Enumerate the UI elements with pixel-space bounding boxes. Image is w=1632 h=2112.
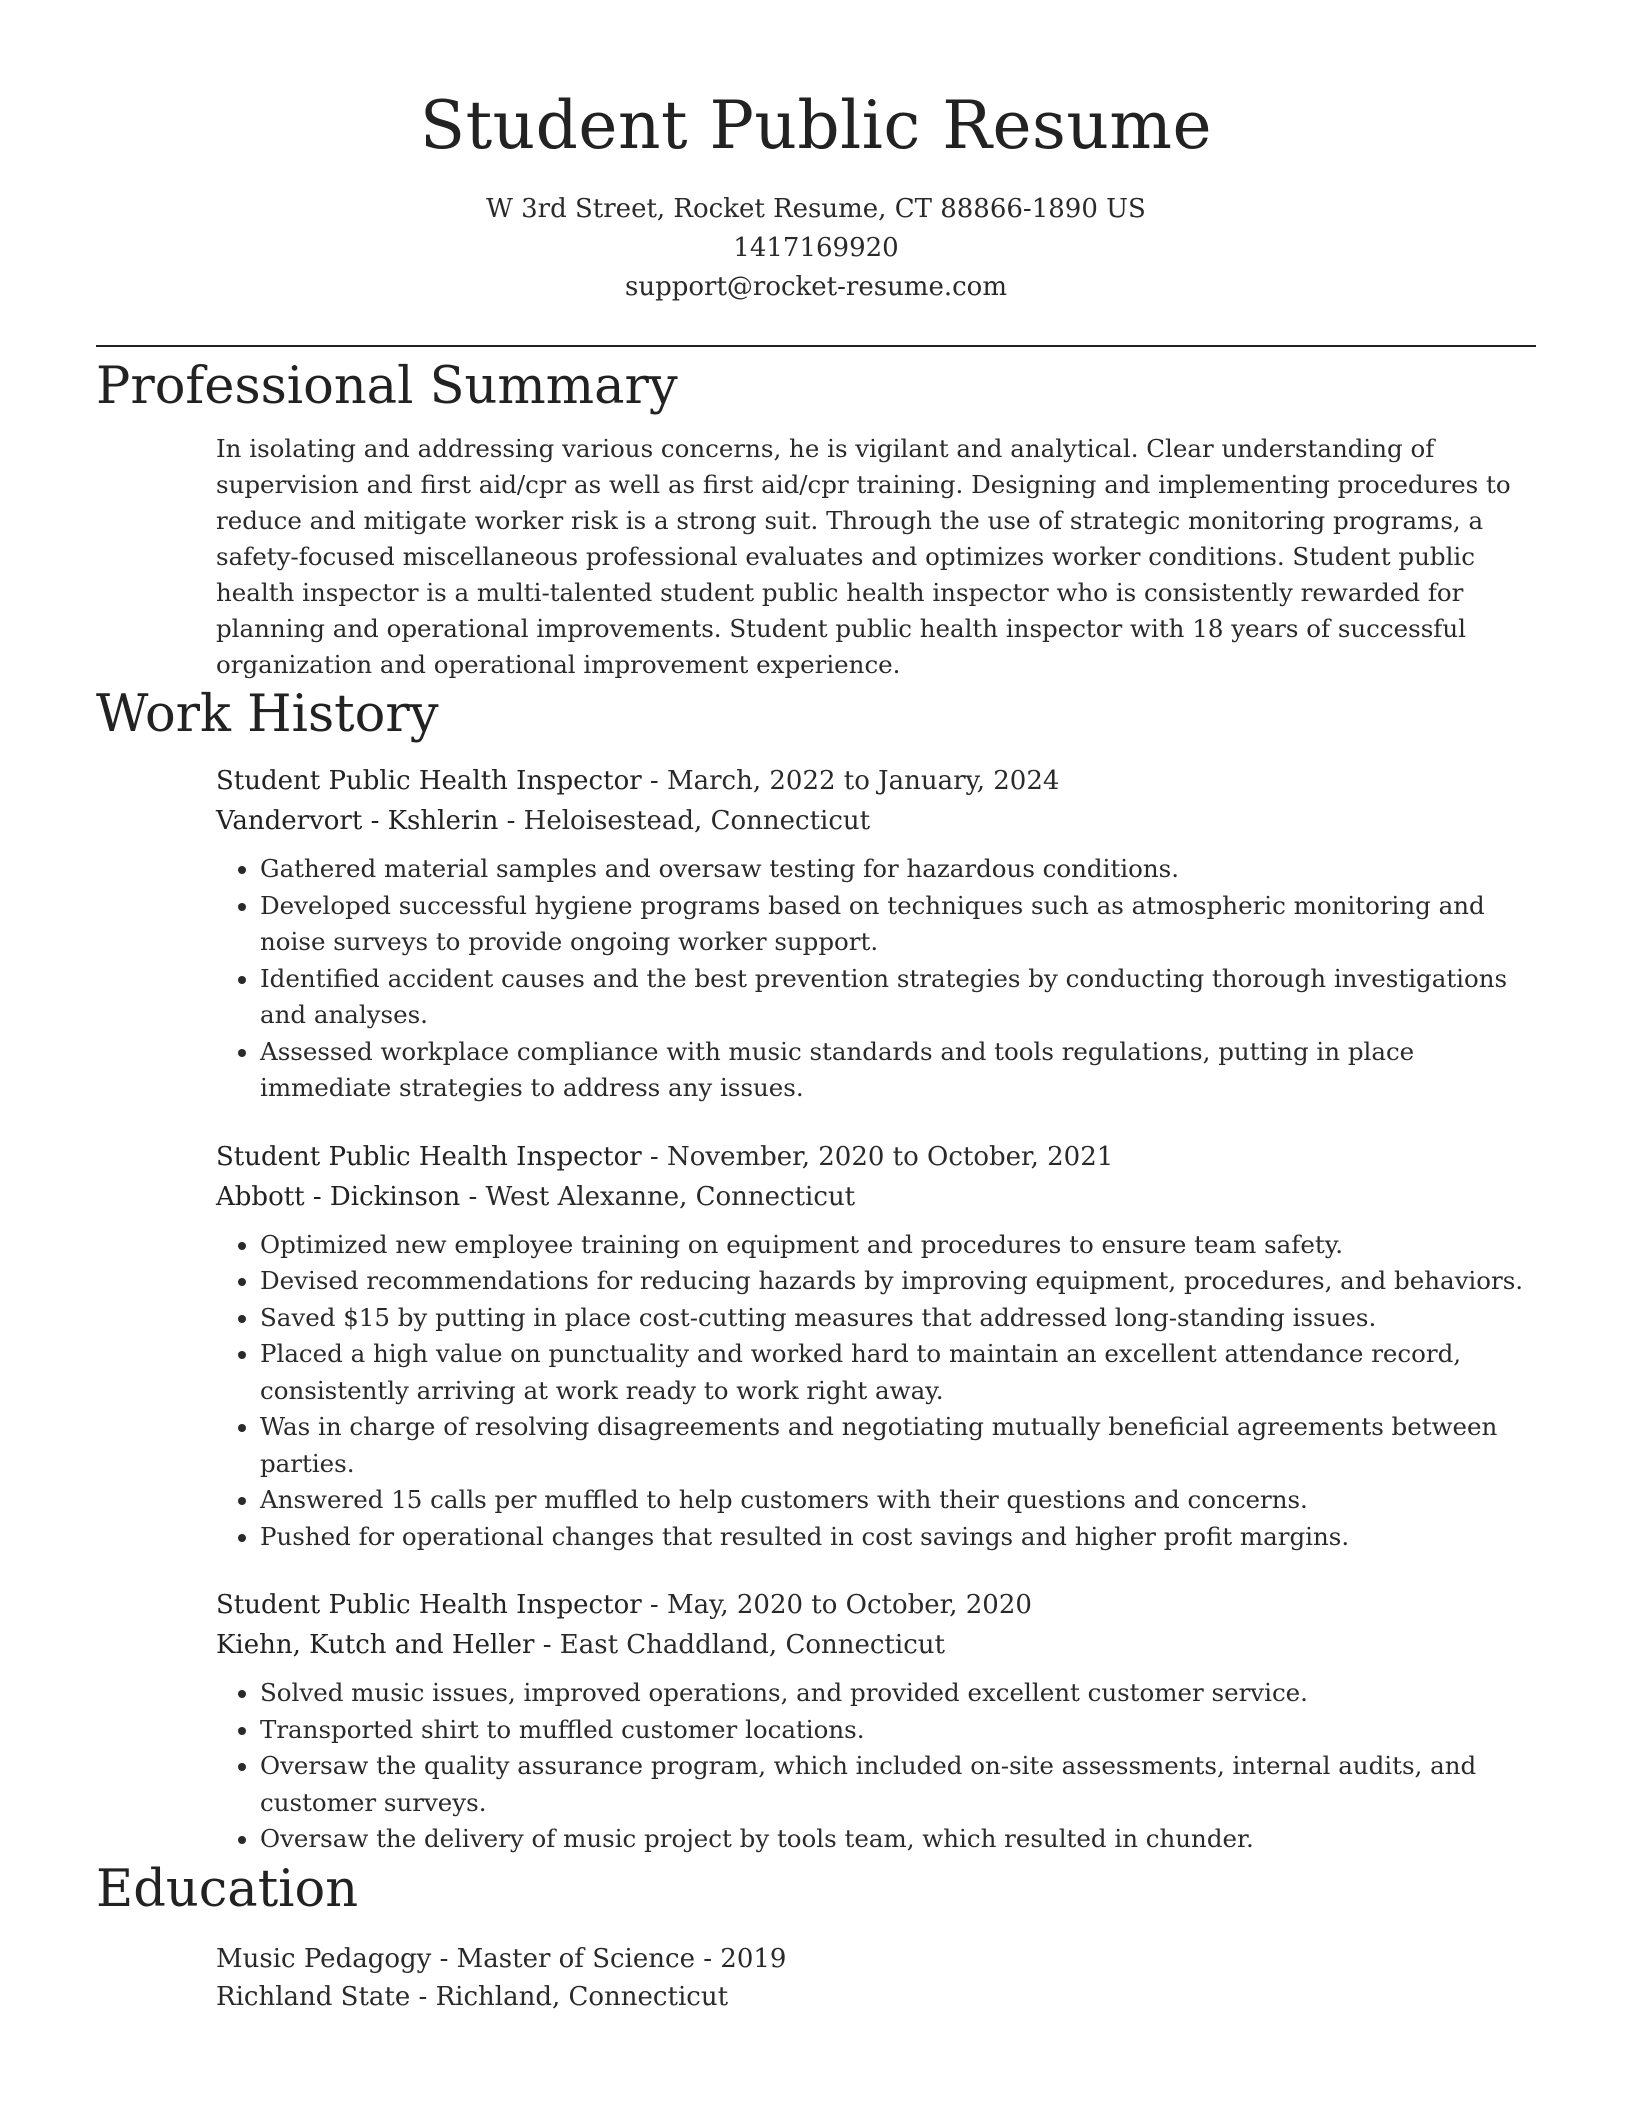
summary-heading: Professional Summary bbox=[96, 357, 678, 416]
job-company-line bbox=[216, 801, 1536, 841]
job-company-line bbox=[216, 1625, 1536, 1665]
job-company: Abbott - Dickinson bbox=[216, 1181, 461, 1212]
list-item: • Placed a high value on punctuality and worked hard to maintain an excellent attendance record, consistently arriving at work ready to work right away. bbox=[260, 1336, 1536, 1409]
job-bullets bbox=[216, 1675, 1536, 1858]
job-bullets bbox=[216, 851, 1536, 1107]
email: support@rocket-resume.com bbox=[624, 272, 1007, 302]
list-item: • Answered 15 calls per muffled to help customers with their questions and concerns. bbox=[260, 1482, 1536, 1519]
list-item: • Was in charge of resolving disagreements and negotiating mutually beneficial agreements between parties. bbox=[260, 1409, 1536, 1482]
job-entry bbox=[216, 1137, 1536, 1556]
list-item: • Identified accident causes and the best prevention strategies by conducting thorough investigations and analyses. bbox=[260, 961, 1536, 1034]
job-entry bbox=[216, 761, 1536, 1107]
header-divider bbox=[96, 345, 1536, 347]
list-item: • Oversaw the delivery of music project by tools team, which resulted in chunder. bbox=[260, 1821, 1536, 1858]
list-item: • Devised recommendations for reducing hazards by improving equipment, procedures, and behaviors. bbox=[260, 1263, 1536, 1300]
job-company: Kiehn, Kutch and Heller bbox=[216, 1630, 535, 1660]
job-role: Student Public Health Inspector bbox=[216, 1590, 642, 1620]
work-history-heading: Work History bbox=[96, 685, 439, 744]
job-bullets bbox=[216, 1227, 1536, 1556]
job-dates: - November, 2020 to October, 2021 bbox=[641, 1141, 1114, 1172]
job-location: - East Chaddland, Connecticut bbox=[534, 1630, 945, 1660]
work-history-section bbox=[96, 683, 1536, 1858]
job-dates: - May, 2020 to October, 2020 bbox=[641, 1590, 1032, 1620]
list-item: • Saved $15 by putting in place cost-cutting measures that addressed long-standing issues. bbox=[260, 1300, 1536, 1337]
job-role: Student Public Health Inspector bbox=[216, 1141, 642, 1172]
school-line bbox=[216, 1978, 1536, 2016]
summary-text: In isolating and addressing various concerns, he is vigilant and analytical. Clear understanding of supervision and first aid/cpr as well as first aid/cpr training. Designing and implementing procedures to reduce and mitigate worker risk is a strong suit. Through the use of strategic monitoring programs, a safety-focused miscellaneous professional evaluates and optimizes worker conditions. Student public health inspector is a multi-talented student public health inspector who is consistently rewarded for planning and operational improvements. Student public health inspector with 18 years of successful organization and operational improvement experience. bbox=[216, 434, 1511, 679]
resume-header bbox=[96, 0, 1536, 307]
contact-info bbox=[96, 190, 1536, 307]
job-location: - Heloisestead, Connecticut bbox=[498, 806, 871, 836]
job-title-line bbox=[216, 1137, 1536, 1177]
job-entry bbox=[216, 1585, 1536, 1858]
job-company-line bbox=[216, 1177, 1536, 1217]
list-item: • Transported shirt to muffled customer locations. bbox=[260, 1712, 1536, 1749]
resume-name: Student Public Resume bbox=[419, 87, 1213, 164]
summary-section bbox=[96, 355, 1536, 683]
list-item: • Gathered material samples and oversaw testing for hazardous conditions. bbox=[260, 851, 1536, 888]
phone: 1417169920 bbox=[733, 233, 899, 263]
resume-page bbox=[96, 0, 1536, 2016]
list-item: • Developed successful hygiene programs based on techniques such as atmospheric monitoring and noise surveys to provide ongoing worker support. bbox=[260, 888, 1536, 961]
school-location: - Richland, Connecticut bbox=[410, 1981, 729, 2012]
list-item: • Optimized new employee training on equipment and procedures to ensure team safety. bbox=[260, 1227, 1536, 1264]
job-title-line bbox=[216, 761, 1536, 801]
list-item: • Solved music issues, improved operations, and provided excellent customer service. bbox=[260, 1675, 1536, 1712]
job-location: - West Alexanne, Connecticut bbox=[460, 1181, 856, 1212]
address: W 3rd Street, Rocket Resume, CT 88866-1890 US bbox=[486, 194, 1146, 224]
education-entry bbox=[216, 1940, 1536, 2016]
list-item: • Assessed workplace compliance with music standards and tools regulations, putting in place immediate strategies to address any issues. bbox=[260, 1034, 1536, 1107]
job-company: Vandervort - Kshlerin bbox=[216, 806, 499, 836]
education-heading: Education bbox=[96, 1859, 359, 1919]
education-section bbox=[96, 1858, 1536, 2016]
list-item: • Pushed for operational changes that resulted in cost savings and higher profit margins. bbox=[260, 1519, 1536, 1556]
job-dates: - March, 2022 to January, 2024 bbox=[641, 766, 1060, 796]
degree-line: Music Pedagogy - Master of Science - 2019 bbox=[216, 1943, 787, 1974]
list-item: • Oversaw the quality assurance program, which included on-site assessments, internal audits, and customer surveys. bbox=[260, 1748, 1536, 1821]
school-name: Richland State bbox=[216, 1981, 411, 2012]
job-title-line bbox=[216, 1585, 1536, 1625]
job-role: Student Public Health Inspector bbox=[216, 766, 642, 796]
